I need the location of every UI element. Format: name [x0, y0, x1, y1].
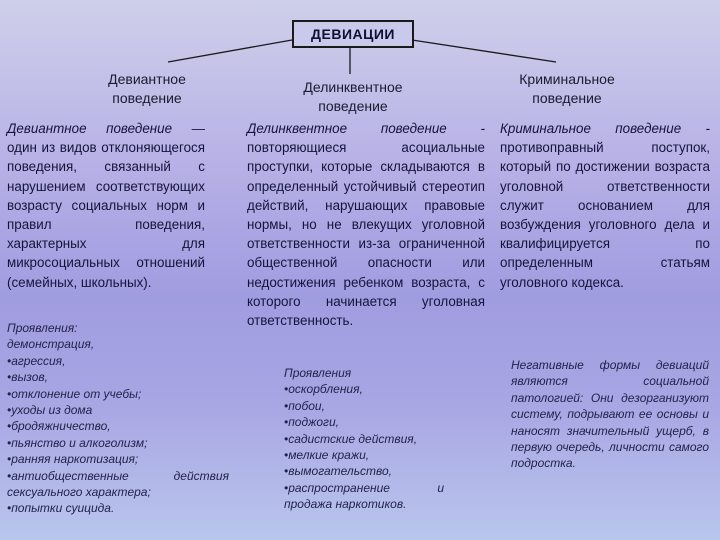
category-deviant: Девиантное поведение: [108, 71, 186, 106]
manifestations-delinquent: [284, 365, 444, 513]
category-delinquent: Делинквентное поведение: [303, 79, 403, 114]
list-item: •агрессия,: [7, 353, 66, 368]
definition-criminal-term: Криминальное поведение -: [500, 121, 710, 136]
list-item: •уходы из дома: [7, 403, 93, 418]
definition-deviant-body: один из видов отклоняющегося поведения, связанный с нарушением соответствующих возрасту социальных норм и правил поведения, характерных для микросоциальных отношений (семейных, школьных).: [7, 140, 205, 290]
list-item: •бродяжничество,: [7, 419, 111, 434]
list-item: демонстрация,: [7, 337, 95, 352]
manifestations-delinquent-heading: Проявления: [284, 366, 352, 380]
list-item: •отклонение от учебы;: [7, 386, 142, 401]
connector-left: [168, 40, 292, 62]
list-item: •ранняя наркотизация;: [7, 452, 139, 467]
definition-delinquent-term: Делинквентное поведение -: [247, 121, 485, 136]
definition-deviant: [7, 119, 205, 292]
definition-criminal-body: противоправный поступок, который по достижении возраста уголовной ответственности служит основанием для возбуждения уголовного дела и квалифицируется по определенным статьям уголовного кодекса.: [500, 140, 710, 290]
list-item: •вымогательство,: [284, 464, 393, 479]
definition-delinquent-body: повторяющиеся асоциальные проступки, которые складываются в определенный устойчивый стереотип действий, нарушающих правовые нормы, но не влекущих уголовной ответственности из-за ограниченной общественной опасности или недостижения ребенком возраста, с которого начинается уголовная ответственность.: [247, 140, 485, 329]
list-item: •вызов,: [7, 370, 49, 385]
list-item: •пьянство и алкоголизм;: [7, 435, 148, 450]
definition-deviant-term: Девиантное поведение —: [7, 121, 205, 136]
list-item: •мелкие кражи,: [284, 448, 370, 463]
definition-criminal: [500, 119, 710, 292]
definition-delinquent: [247, 119, 485, 330]
manifestations-deviant-heading: Проявления:: [7, 321, 78, 335]
list-item: •поджоги,: [284, 415, 339, 430]
list-item: •попытки суицида.: [7, 501, 115, 516]
diagram-title: ДЕВИАЦИИ: [292, 20, 414, 48]
list-item: •распространение и продажа наркотиков.: [284, 480, 444, 512]
note-negative-forms: Негативные формы девиаций являются социальной патологией: Они дезорганизуют систему, подрывают ее основы и наносят значительный ущерб, в первую очередь, личности самого подростка.: [511, 358, 709, 471]
connector-right: [412, 40, 556, 62]
list-item: •антиобщественные действия сексуального характера;: [7, 468, 229, 500]
list-item: •садистские действия,: [284, 431, 418, 446]
list-item: •оскорбления,: [284, 382, 363, 397]
category-criminal: Криминальное поведение: [519, 71, 615, 106]
list-item: •побои,: [284, 398, 325, 413]
manifestations-deviant: [7, 320, 229, 517]
